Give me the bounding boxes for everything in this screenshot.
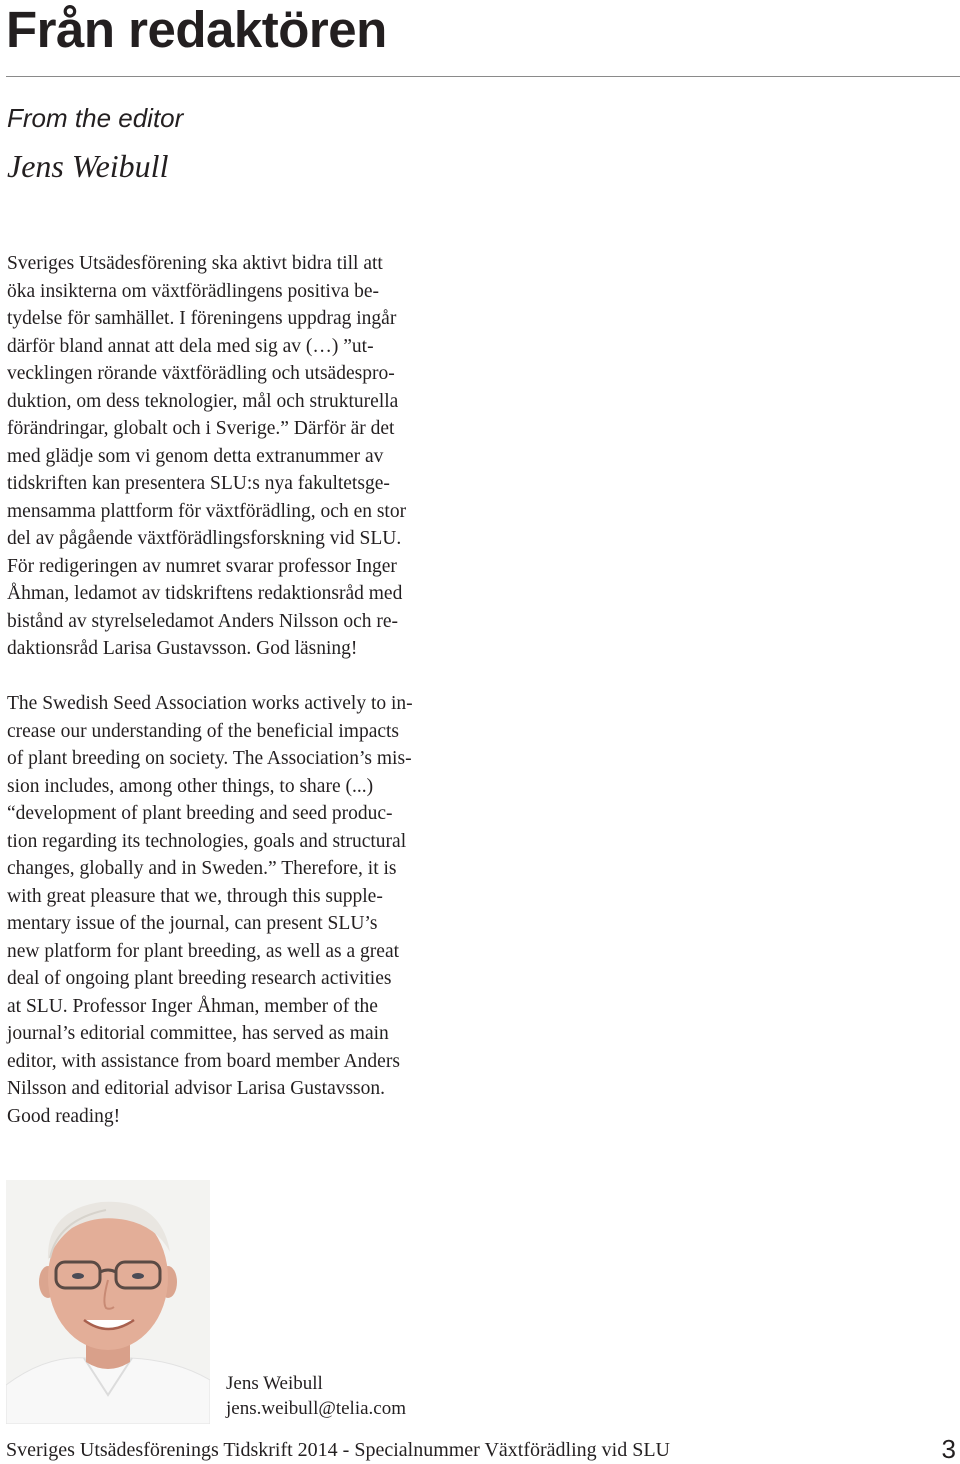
text-line: of plant breeding on society. The Association’s mis- (7, 748, 412, 769)
journal-footer: Sveriges Utsädesförenings Tidskrift 2014 - Specialnummer Växtförädling vid SLU (6, 1439, 671, 1461)
text-line: sion includes, among other things, to share (...) (7, 775, 374, 797)
text-line: bistånd av styrelseledamot Anders Nilsson och re- (7, 610, 398, 632)
page-number: 3 (941, 1434, 956, 1464)
text-line: förändringar, globalt och i Sverige.” Därför är det (7, 418, 395, 439)
signature-email[interactable]: jens.weibull@telia.com (226, 1398, 407, 1419)
text-line: “development of plant breeding and seed produc- (7, 803, 393, 824)
text-line: with great pleasure that we, through this supple- (7, 885, 383, 907)
text-line: med glädje som vi genom detta extranummer av (7, 445, 384, 467)
text-line: duktion, om dess teknologier, mål och strukturella (7, 390, 399, 412)
subtitle: From the editor (7, 103, 184, 133)
text-line: därför bland annat att dela med sig av (…) ”ut- (7, 335, 374, 357)
text-line: at SLU. Professor Inger Åhman, member of the (7, 995, 378, 1017)
text-line: mensamma plattform för växtförädling, och en stor (7, 500, 407, 522)
text-line: The Swedish Seed Association works actively to in- (7, 693, 413, 714)
text-line: changes, globally and in Sweden.” Therefore, it is (7, 858, 397, 879)
english-paragraph (7, 690, 450, 1130)
page-title: Från redaktören (6, 1, 387, 58)
text-line: new platform for plant breeding, as well as a great (7, 940, 400, 962)
text-line: mentary issue of the journal, can present SLU’s (7, 913, 378, 934)
text-line: del av pågående växtförädlingsforskning vid SLU. (7, 528, 402, 549)
editor-portrait (6, 1180, 210, 1424)
text-line: daktionsråd Larisa Gustavsson. God läsning! (7, 638, 358, 659)
text-line: Good reading! (7, 1105, 121, 1127)
text-line: tidskriften kan presentera SLU:s nya fakultetsge- (7, 473, 390, 494)
text-line: Sveriges Utsädesförening ska aktivt bidra till att (7, 253, 383, 274)
swedish-paragraph (7, 250, 450, 663)
text-line: öka insikterna om växtförädlingens positiva be- (7, 280, 380, 302)
text-line: Nilsson and editorial advisor Larisa Gustavsson. (7, 1078, 386, 1099)
text-line: vecklingen rörande växtförädling och utsädespro- (7, 363, 395, 384)
text-line: tion regarding its technologies, goals and structural (7, 830, 407, 852)
signature-name: Jens Weibull (226, 1373, 323, 1394)
text-line: För redigeringen av numret svarar professor Inger (7, 555, 397, 577)
text-line: Åhman, ledamot av tidskriftens redaktionsråd med (7, 583, 403, 604)
text-line: deal of ongoing plant breeding research activities (7, 968, 392, 989)
portrait-illustration (6, 1180, 210, 1424)
text-line: crease our understanding of the beneficial impacts (7, 720, 400, 742)
text-line: editor, with assistance from board member Anders (7, 1050, 400, 1072)
title-divider (6, 76, 960, 77)
text-line: tydelse för samhället. I föreningens uppdrag ingår (7, 308, 397, 329)
author-byline: Jens Weibull (7, 148, 169, 184)
text-line: journal’s editorial committee, has served as main (7, 1023, 389, 1044)
